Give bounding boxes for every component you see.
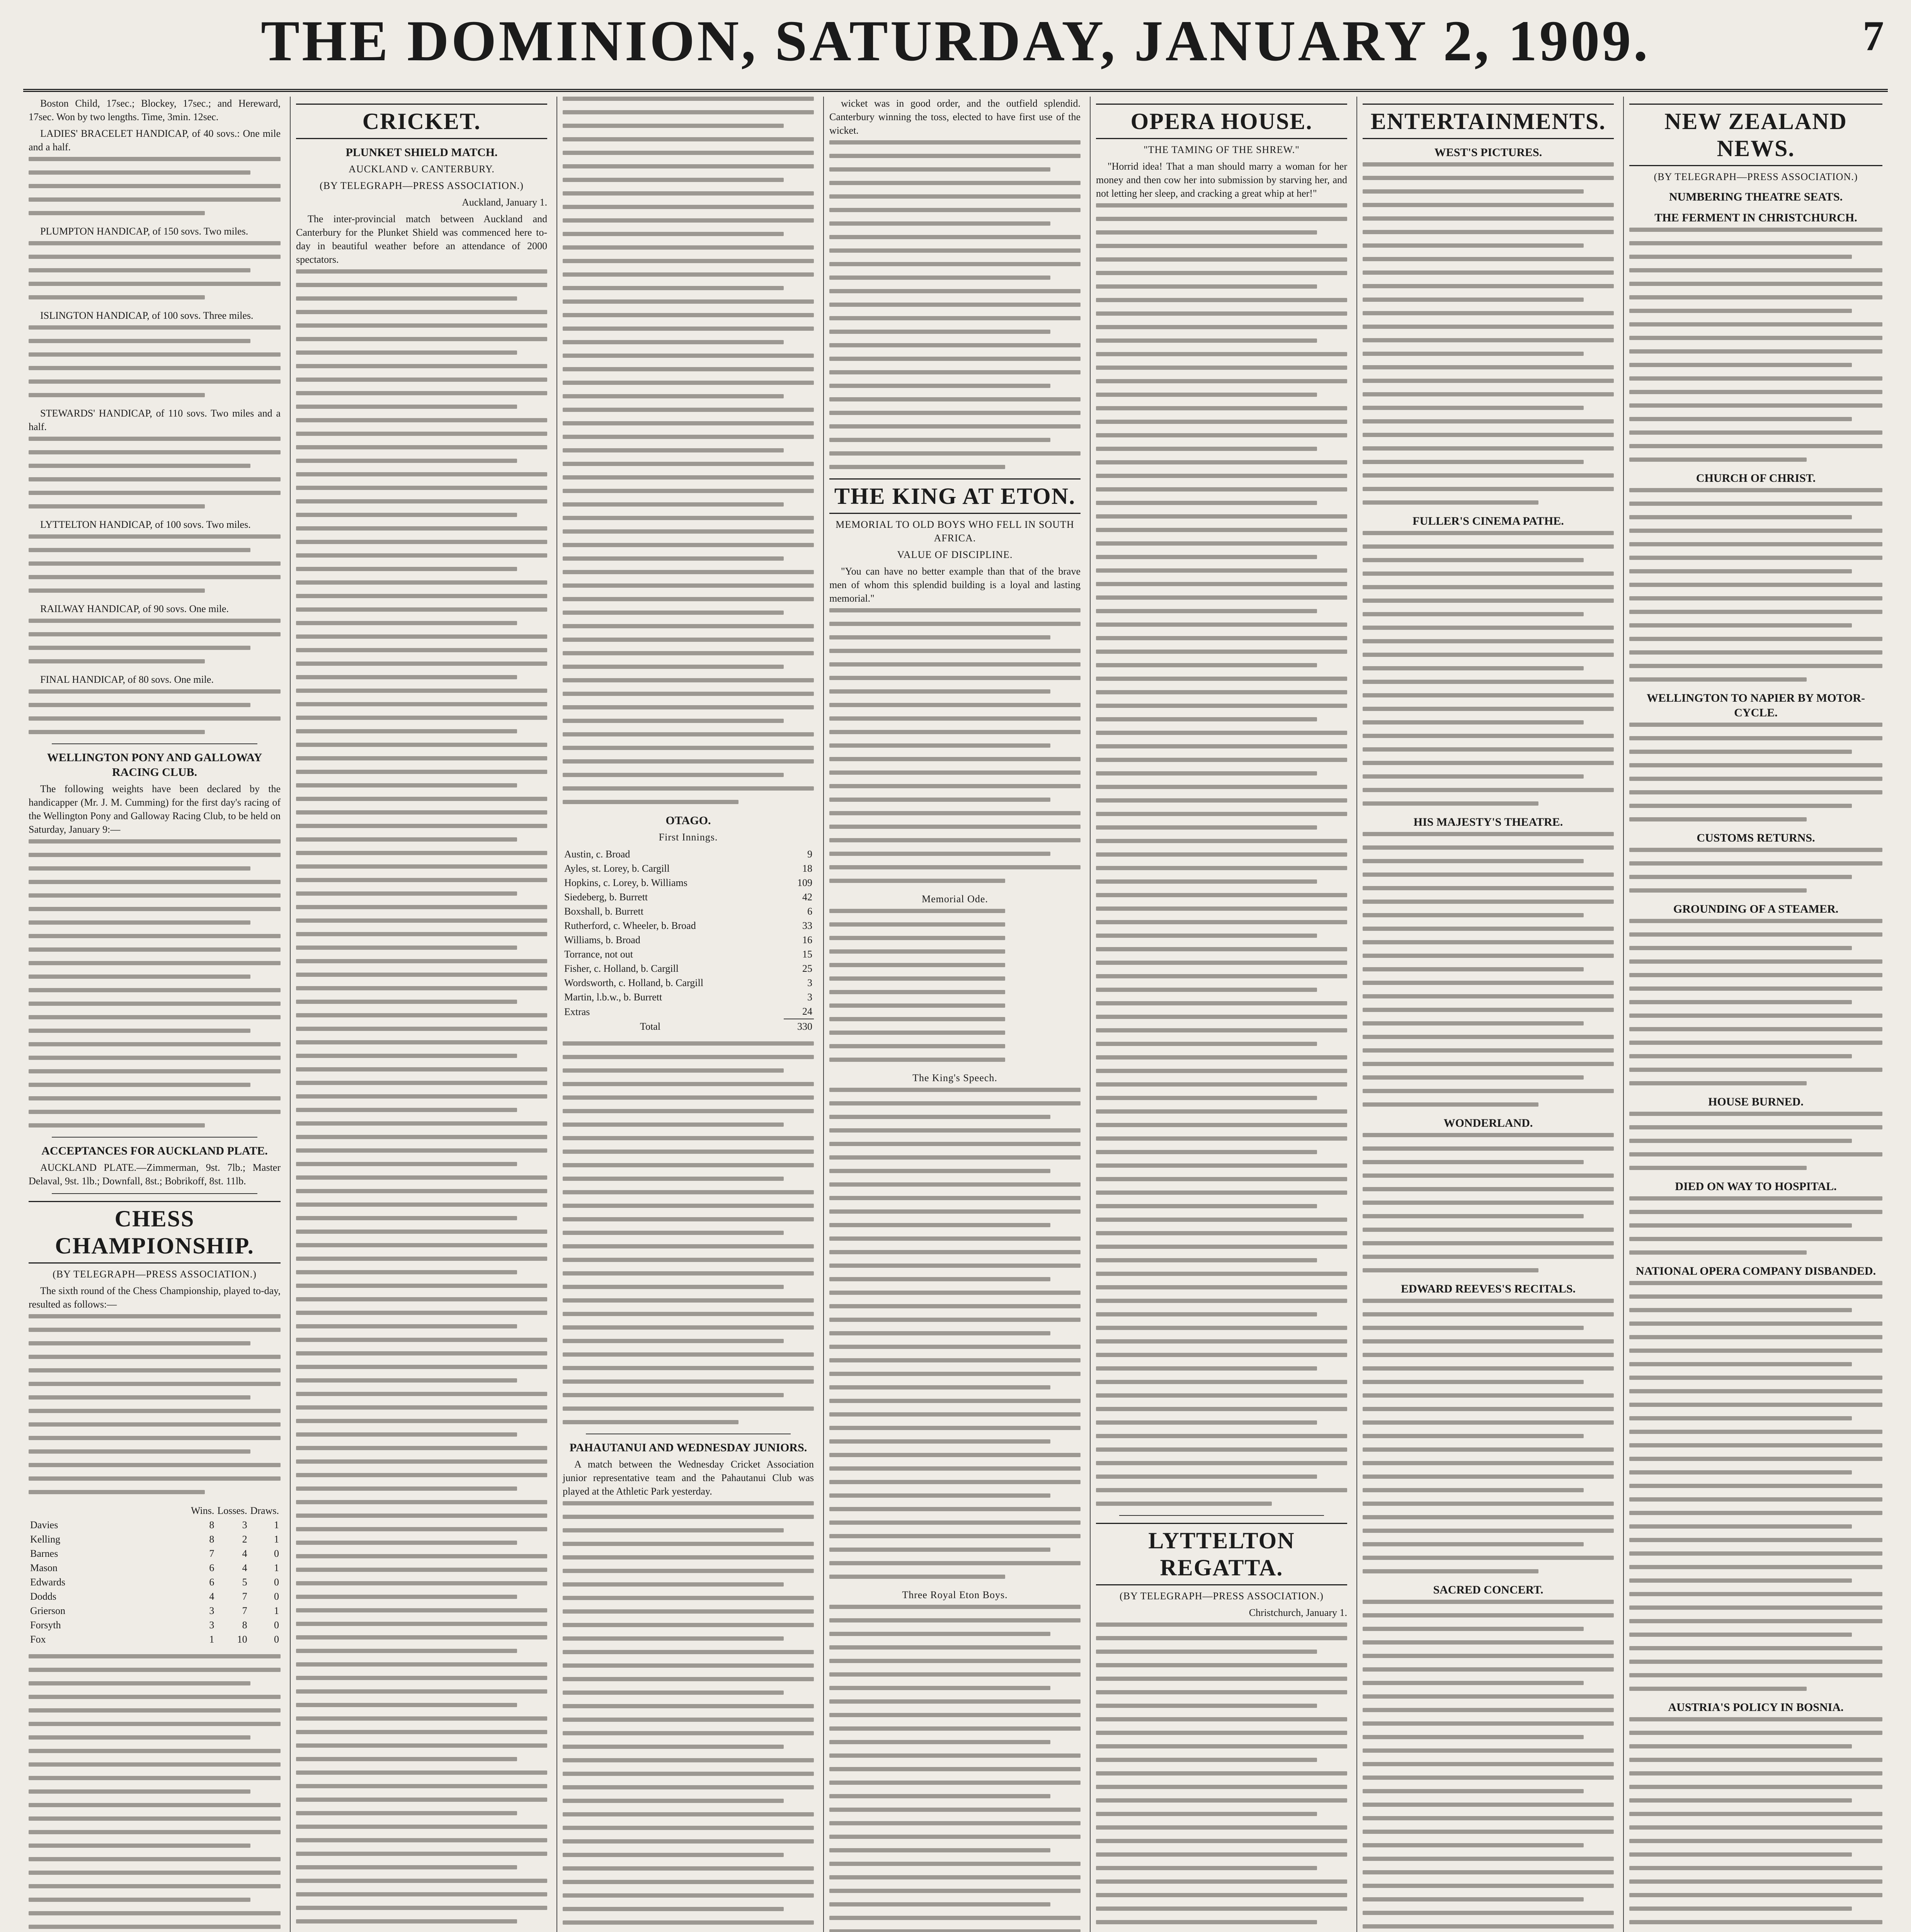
race-item: PLUMPTON HANDICAP, of 150 sovs. Two miles. bbox=[40, 226, 248, 237]
text-block bbox=[29, 1654, 281, 1932]
table-header bbox=[29, 1503, 281, 1518]
lyttelton-dateline: Christchurch, January 1. bbox=[1249, 1607, 1347, 1618]
table-row bbox=[29, 1589, 281, 1604]
text-block bbox=[29, 437, 281, 509]
ferment-heading: THE FERMENT IN CHRISTCHURCH. bbox=[1654, 211, 1857, 224]
wins: 3 bbox=[209, 1605, 214, 1616]
runs: 9 bbox=[807, 849, 812, 860]
columns bbox=[23, 97, 1888, 1932]
wins: 6 bbox=[209, 1562, 214, 1573]
batsman: Hopkins, c. Lorey, b. Williams bbox=[564, 877, 687, 888]
runs: 24 bbox=[802, 1006, 812, 1017]
his-majestys-heading: HIS MAJESTY'S THEATRE. bbox=[1413, 816, 1563, 828]
text-block bbox=[1629, 1717, 1882, 1932]
wellington-club-heading: WELLINGTON PONY AND GALLOWAY RACING CLUB. bbox=[47, 751, 262, 779]
nz-news-heading: NEW ZEALAND NEWS. bbox=[1629, 104, 1882, 166]
text-block bbox=[1363, 1299, 1614, 1573]
runs: 3 bbox=[807, 977, 812, 988]
table-row bbox=[29, 1575, 281, 1589]
column-1 bbox=[23, 97, 286, 1932]
memorial-ode-heading: Memorial Ode. bbox=[922, 893, 988, 905]
cricket-text: The inter-provincial match between Auckland and Canterbury for the Plunket Shield was commenced here to-day in beautiful weather before an attendance of 2000 spectators. bbox=[296, 213, 547, 265]
opera-house-subheading: "THE TAMING OF THE SHREW." bbox=[1144, 144, 1300, 155]
lyttelton-byline: (BY TELEGRAPH—PRESS ASSOCIATION.) bbox=[1120, 1590, 1324, 1602]
total-label: Total bbox=[640, 1020, 661, 1032]
otago-scorecard bbox=[563, 847, 814, 1034]
table-row bbox=[563, 904, 814, 918]
header-wins: Wins. bbox=[191, 1505, 214, 1516]
text-block bbox=[563, 97, 814, 804]
table-total bbox=[563, 1019, 814, 1034]
table-row bbox=[563, 890, 814, 904]
text-block bbox=[563, 1501, 814, 1932]
text-block bbox=[829, 1088, 1081, 1579]
table-row bbox=[29, 1546, 281, 1561]
draws: 1 bbox=[274, 1534, 279, 1545]
table-row bbox=[563, 1004, 814, 1019]
text-block bbox=[829, 608, 1081, 883]
cricket-continued: wicket was in good order, and the outfield splendid. Canterbury winning the toss, elected to have first use of the wicket. bbox=[829, 98, 1081, 136]
auckland-canterbury-heading: AUCKLAND v. CANTERBURY. bbox=[349, 163, 495, 175]
kings-speech-heading: The King's Speech. bbox=[912, 1072, 997, 1083]
draws: 0 bbox=[274, 1619, 279, 1631]
byline: (BY TELEGRAPH—PRESS ASSOCIATION.) bbox=[1654, 171, 1858, 182]
losses: 7 bbox=[242, 1605, 247, 1616]
divider bbox=[52, 1193, 257, 1194]
house-burned-heading: HOUSE BURNED. bbox=[1708, 1095, 1804, 1108]
wins: 8 bbox=[209, 1534, 214, 1545]
king-eton-subheading: MEMORIAL TO OLD BOYS WHO FELL IN SOUTH AFRICA. bbox=[836, 519, 1074, 544]
text-block bbox=[1363, 1133, 1614, 1272]
player-name: Grierson bbox=[30, 1605, 65, 1616]
text-block bbox=[1363, 832, 1614, 1107]
text-block bbox=[29, 241, 281, 299]
runs: 3 bbox=[807, 992, 812, 1003]
king-eton-heading: THE KING AT ETON. bbox=[829, 478, 1081, 514]
draws: 0 bbox=[274, 1634, 279, 1645]
innings-label: First Innings. bbox=[659, 832, 718, 843]
pahautanui-text: A match between the Wednesday Cricket Association junior representative team and the Pahautanui Club was played at the Athletic Park yesterday. bbox=[563, 1459, 814, 1497]
table-row bbox=[563, 861, 814, 876]
table-row bbox=[29, 1518, 281, 1532]
column-4 bbox=[823, 97, 1086, 1932]
text-block bbox=[1629, 1281, 1882, 1691]
table-row bbox=[563, 847, 814, 861]
text-block bbox=[1629, 848, 1882, 893]
runs: 33 bbox=[802, 920, 812, 931]
batsman: Williams, b. Broad bbox=[564, 934, 640, 946]
column-7 bbox=[1623, 97, 1888, 1932]
chess-byline: (BY TELEGRAPH—PRESS ASSOCIATION.) bbox=[53, 1269, 257, 1280]
table-row bbox=[563, 918, 814, 933]
table-row bbox=[29, 1604, 281, 1618]
chess-table bbox=[29, 1503, 281, 1646]
race-item: FINAL HANDICAP, of 80 sovs. One mile. bbox=[40, 674, 214, 685]
acceptances-text: AUCKLAND PLATE.—Zimmerman, 9st. 7lb.; Master Delaval, 9st. 1lb.; Downfall, 8st.; Bobrikoff, 8st. 11lb. bbox=[29, 1162, 281, 1187]
column-5 bbox=[1090, 97, 1353, 1932]
text-block bbox=[1363, 1600, 1614, 1932]
table-row bbox=[563, 961, 814, 976]
dateline: Auckland, January 1. bbox=[462, 197, 547, 208]
batsman: Martin, l.b.w., b. Burrett bbox=[564, 992, 662, 1003]
draws: 1 bbox=[274, 1605, 279, 1616]
table-row bbox=[29, 1618, 281, 1632]
race-item: ISLINGTON HANDICAP, of 100 sovs. Three miles. bbox=[40, 310, 254, 321]
king-eton-subheading-2: VALUE OF DISCIPLINE. bbox=[897, 549, 1013, 560]
text-block bbox=[829, 140, 1081, 469]
column-2 bbox=[290, 97, 553, 1932]
divider bbox=[1119, 1515, 1324, 1516]
batsman: Extras bbox=[564, 1006, 590, 1017]
wins: 3 bbox=[209, 1619, 214, 1631]
wins: 1 bbox=[209, 1634, 214, 1645]
wins: 4 bbox=[209, 1591, 214, 1602]
runs: 18 bbox=[802, 863, 812, 874]
king-eton-text: "You can have no better example than that of the brave men of whom this splendid building is a loyal and lasting memorial." bbox=[829, 566, 1081, 604]
losses: 3 bbox=[242, 1519, 247, 1531]
text-block bbox=[29, 534, 281, 593]
draws: 1 bbox=[274, 1562, 279, 1573]
runs: 42 bbox=[802, 891, 812, 903]
table-row bbox=[29, 1561, 281, 1575]
text-block bbox=[1096, 203, 1347, 1506]
player-name: Forsyth bbox=[30, 1619, 61, 1631]
text-block bbox=[29, 1314, 281, 1494]
wins: 8 bbox=[209, 1519, 214, 1531]
player-name: Mason bbox=[30, 1562, 58, 1573]
runs: 109 bbox=[797, 877, 812, 888]
text-block bbox=[29, 157, 281, 215]
otago-heading: OTAGO. bbox=[665, 814, 711, 827]
plunket-heading: PLUNKET SHIELD MATCH. bbox=[345, 146, 498, 159]
cricket-heading: CRICKET. bbox=[296, 104, 547, 139]
wellington-club-text: The following weights have been declared by the handicapper (Mr. J. M. Cumming) for the first day's racing of the Wellington Pony and Galloway Racing Club, to be held on Saturday, January 9:— bbox=[29, 783, 281, 835]
opera-house-heading: OPERA HOUSE. bbox=[1096, 104, 1347, 139]
wonderland-heading: WONDERLAND. bbox=[1443, 1117, 1533, 1129]
church-of-christ-heading: CHURCH OF CHRIST. bbox=[1696, 472, 1816, 485]
masthead-title: THE DOMINION, SATURDAY, JANUARY 2, 1909. bbox=[261, 9, 1650, 73]
entertainments-heading: ENTERTAINMENTS. bbox=[1363, 104, 1614, 139]
fullers-heading: FULLER'S CINEMA PATHE. bbox=[1412, 515, 1564, 527]
table-row bbox=[563, 933, 814, 947]
player-name: Dodds bbox=[30, 1591, 56, 1602]
race-item: LADIES' BRACELET HANDICAP, of 40 sovs.: One mile and a half. bbox=[29, 128, 281, 153]
customs-returns-heading: CUSTOMS RETURNS. bbox=[1697, 832, 1815, 844]
losses: 4 bbox=[242, 1562, 247, 1573]
batsman: Ayles, st. Lorey, b. Cargill bbox=[564, 863, 670, 874]
text-block bbox=[29, 689, 281, 734]
text-block bbox=[29, 325, 281, 397]
batsman: Fisher, c. Holland, b. Cargill bbox=[564, 963, 679, 974]
wins: 7 bbox=[209, 1548, 214, 1559]
text-block bbox=[1629, 228, 1882, 462]
edward-reeves-heading: EDWARD REEVES'S RECITALS. bbox=[1400, 1282, 1576, 1295]
text-block bbox=[296, 269, 547, 1932]
draws: 0 bbox=[274, 1548, 279, 1559]
race-item: RAILWAY HANDICAP, of 90 sovs. One mile. bbox=[40, 603, 229, 614]
died-hospital-heading: DIED ON WAY TO HOSPITAL. bbox=[1675, 1180, 1837, 1193]
column-6 bbox=[1356, 97, 1619, 1932]
text-block bbox=[1629, 919, 1882, 1085]
sacred-concert-heading: SACRED CONCERT. bbox=[1433, 1583, 1543, 1596]
losses: 7 bbox=[242, 1591, 247, 1602]
batsman: Wordsworth, c. Holland, b. Cargill bbox=[564, 977, 703, 988]
header-losses: Losses. bbox=[217, 1505, 247, 1516]
national-opera-heading: NATIONAL OPERA COMPANY DISBANDED. bbox=[1635, 1265, 1876, 1277]
losses: 4 bbox=[242, 1548, 247, 1559]
opera-house-text: "Horrid idea! That a man should marry a woman for her money and then cow her into submission by starving her, and not letting her sleep, and cracking a great whip at her!" bbox=[1096, 161, 1347, 199]
lyttelton-regatta-heading: LYTTELTON REGATTA. bbox=[1096, 1523, 1347, 1585]
text-block bbox=[1629, 1196, 1882, 1255]
batsman: Austin, c. Broad bbox=[564, 849, 630, 860]
text-block bbox=[1629, 1112, 1882, 1170]
table-row bbox=[563, 976, 814, 990]
pahautanui-heading: PAHAUTANUI AND WEDNESDAY JUNIORS. bbox=[569, 1441, 807, 1454]
losses: 10 bbox=[237, 1634, 247, 1645]
batsman: Boxshall, b. Burrett bbox=[564, 906, 644, 917]
race-item: STEWARDS' HANDICAP, of 110 sovs. Two miles and a half. bbox=[29, 408, 281, 432]
header-draws: Draws. bbox=[250, 1505, 279, 1516]
table-row bbox=[563, 876, 814, 890]
text-block bbox=[1629, 488, 1882, 682]
chess-text: The sixth round of the Chess Championship, played to-day, resulted as follows:— bbox=[29, 1285, 281, 1310]
three-royal-heading: Three Royal Eton Boys. bbox=[902, 1589, 1008, 1600]
page-number: 7 bbox=[1863, 12, 1884, 60]
batsman: Siedeberg, b. Burrett bbox=[564, 891, 648, 903]
masthead bbox=[23, 0, 1888, 92]
batsman: Torrance, not out bbox=[564, 949, 633, 960]
acceptances-heading: ACCEPTANCES FOR AUCKLAND PLATE. bbox=[41, 1145, 268, 1157]
text-block bbox=[563, 1041, 814, 1424]
batsman: Rutherford, c. Wheeler, b. Broad bbox=[564, 920, 696, 931]
player-name: Davies bbox=[30, 1519, 58, 1531]
austria-bosnia-heading: AUSTRIA'S POLICY IN BOSNIA. bbox=[1668, 1701, 1844, 1714]
text-block bbox=[1629, 723, 1882, 821]
runs: 6 bbox=[807, 906, 812, 917]
draws: 0 bbox=[274, 1591, 279, 1602]
draws: 0 bbox=[274, 1577, 279, 1588]
wins: 6 bbox=[209, 1577, 214, 1588]
player-name: Kelling bbox=[30, 1534, 60, 1545]
table-row bbox=[29, 1532, 281, 1546]
divider bbox=[52, 743, 257, 744]
chess-heading: CHESS CHAMPIONSHIP. bbox=[29, 1201, 281, 1264]
racing-lead: Boston Child, 17sec.; Blockey, 17sec.; and Hereward, 17sec. Won by two lengths. Time, 3min. 12sec. bbox=[29, 98, 281, 122]
losses: 5 bbox=[242, 1577, 247, 1588]
table-row bbox=[29, 1632, 281, 1646]
divider bbox=[52, 1137, 257, 1138]
player-name: Barnes bbox=[30, 1548, 58, 1559]
losses: 2 bbox=[242, 1534, 247, 1545]
byline: (BY TELEGRAPH—PRESS ASSOCIATION.) bbox=[320, 180, 524, 191]
grounding-heading: GROUNDING OF A STEAMER. bbox=[1673, 903, 1839, 915]
wests-pictures-heading: WEST'S PICTURES. bbox=[1434, 146, 1542, 159]
motor-cycle-heading: WELLINGTON TO NAPIER BY MOTOR-CYCLE. bbox=[1646, 692, 1865, 719]
text-block bbox=[829, 909, 1081, 1062]
numbering-seats-heading: NUMBERING THEATRE SEATS. bbox=[1669, 190, 1843, 203]
table-row bbox=[563, 947, 814, 961]
total-runs: 330 bbox=[784, 1019, 814, 1034]
column-3 bbox=[556, 97, 819, 1932]
runs: 15 bbox=[802, 949, 812, 960]
runs: 25 bbox=[802, 963, 812, 974]
text-block bbox=[1363, 531, 1614, 806]
text-block bbox=[1096, 1622, 1347, 1932]
draws: 1 bbox=[274, 1519, 279, 1531]
table-row bbox=[563, 990, 814, 1004]
text-block bbox=[29, 619, 281, 663]
player-name: Fox bbox=[30, 1634, 46, 1645]
player-name: Edwards bbox=[30, 1577, 65, 1588]
text-block bbox=[29, 839, 281, 1128]
runs: 16 bbox=[802, 934, 812, 946]
text-block bbox=[1363, 162, 1614, 505]
text-block bbox=[829, 1605, 1081, 1932]
losses: 8 bbox=[242, 1619, 247, 1631]
race-item: LYTTELTON HANDICAP, of 100 sovs. Two miles. bbox=[40, 519, 251, 530]
